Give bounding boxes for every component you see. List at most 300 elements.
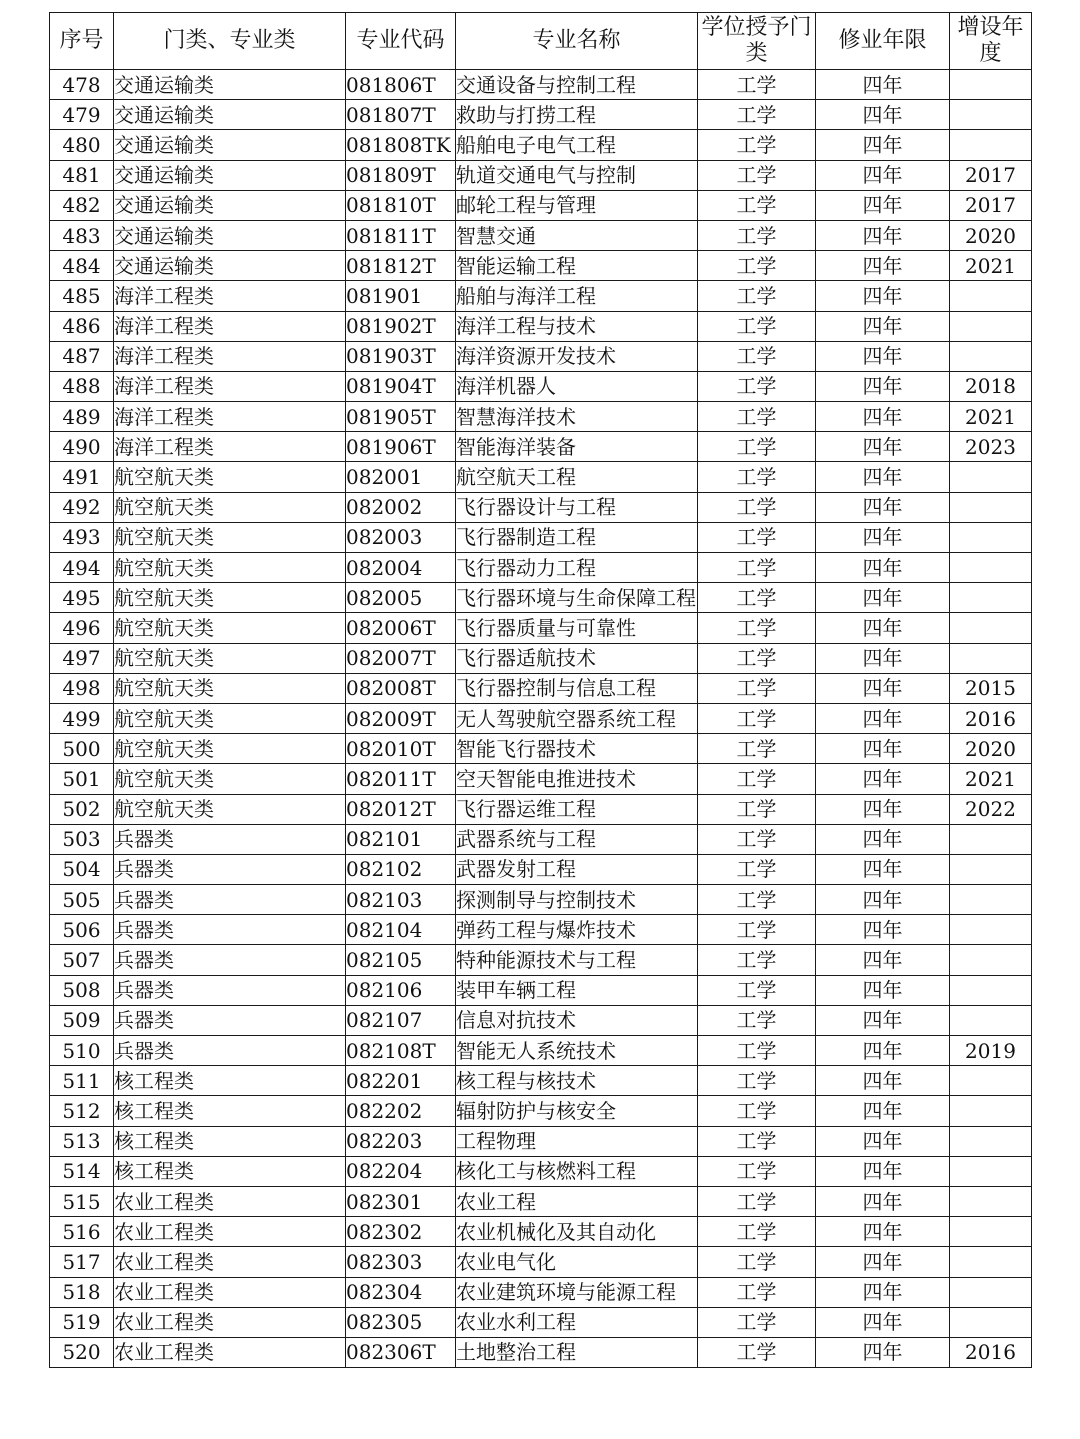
degree-cell: 工学 <box>698 1186 816 1216</box>
serial-no-cell: 515 <box>50 1186 114 1216</box>
header-degree-category: 学位授予门类 <box>698 13 816 70</box>
study-years-cell: 四年 <box>816 462 950 492</box>
header-major-name: 专业名称 <box>456 13 698 70</box>
added-year-cell <box>950 945 1032 975</box>
major-code-cell: 082305 <box>346 1307 456 1337</box>
study-years-cell: 四年 <box>816 703 950 733</box>
category-cell: 核工程类 <box>114 1156 346 1186</box>
degree-cell: 工学 <box>698 251 816 281</box>
study-years-cell: 四年 <box>816 885 950 915</box>
added-year-cell: 2017 <box>950 190 1032 220</box>
major-code-cell: 082103 <box>346 885 456 915</box>
serial-no-cell: 499 <box>50 703 114 733</box>
added-year-cell: 2021 <box>950 251 1032 281</box>
study-years-cell: 四年 <box>816 1337 950 1367</box>
degree-cell: 工学 <box>698 130 816 160</box>
added-year-cell: 2022 <box>950 794 1032 824</box>
serial-no-cell: 489 <box>50 402 114 432</box>
degree-cell: 工学 <box>698 281 816 311</box>
added-year-cell <box>950 1156 1032 1186</box>
degree-cell: 工学 <box>698 643 816 673</box>
major-name-cell: 飞行器设计与工程 <box>456 492 698 522</box>
major-code-cell: 081807T <box>346 100 456 130</box>
degree-cell: 工学 <box>698 1247 816 1277</box>
major-code-cell: 082304 <box>346 1277 456 1307</box>
study-years-cell: 四年 <box>816 432 950 462</box>
table-row <box>50 462 1032 492</box>
category-cell: 交通运输类 <box>114 160 346 190</box>
major-code-cell: 081904T <box>346 371 456 401</box>
category-cell: 航空航天类 <box>114 522 346 552</box>
header-category: 门类、专业类 <box>114 13 346 70</box>
degree-cell: 工学 <box>698 190 816 220</box>
study-years-cell: 四年 <box>816 1036 950 1066</box>
study-years-cell: 四年 <box>816 492 950 522</box>
serial-no-cell: 478 <box>50 70 114 100</box>
study-years-cell: 四年 <box>816 975 950 1005</box>
major-code-cell: 082012T <box>346 794 456 824</box>
table-row <box>50 311 1032 341</box>
major-code-cell: 082007T <box>346 643 456 673</box>
study-years-cell: 四年 <box>816 341 950 371</box>
degree-cell: 工学 <box>698 1036 816 1066</box>
serial-no-cell: 482 <box>50 190 114 220</box>
table-row <box>50 70 1032 100</box>
category-cell: 海洋工程类 <box>114 432 346 462</box>
degree-cell: 工学 <box>698 975 816 1005</box>
header-major-code: 专业代码 <box>346 13 456 70</box>
major-code-cell: 082006T <box>346 613 456 643</box>
study-years-cell: 四年 <box>816 281 950 311</box>
degree-cell: 工学 <box>698 492 816 522</box>
study-years-cell: 四年 <box>816 794 950 824</box>
major-code-cell: 081901 <box>346 281 456 311</box>
study-years-cell: 四年 <box>816 764 950 794</box>
study-years-cell: 四年 <box>816 1186 950 1216</box>
serial-no-cell: 493 <box>50 522 114 552</box>
major-name-cell: 核化工与核燃料工程 <box>456 1156 698 1186</box>
category-cell: 农业工程类 <box>114 1217 346 1247</box>
major-code-cell: 081902T <box>346 311 456 341</box>
serial-no-cell: 498 <box>50 673 114 703</box>
major-code-cell: 081905T <box>346 402 456 432</box>
major-code-cell: 082001 <box>346 462 456 492</box>
major-name-cell: 智能无人系统技术 <box>456 1036 698 1066</box>
serial-no-cell: 485 <box>50 281 114 311</box>
category-cell: 航空航天类 <box>114 673 346 703</box>
added-year-cell: 2018 <box>950 371 1032 401</box>
table-row <box>50 371 1032 401</box>
degree-cell: 工学 <box>698 341 816 371</box>
study-years-cell: 四年 <box>816 251 950 281</box>
serial-no-cell: 492 <box>50 492 114 522</box>
serial-no-cell: 490 <box>50 432 114 462</box>
category-cell: 交通运输类 <box>114 220 346 250</box>
table-row <box>50 1307 1032 1337</box>
table-row <box>50 281 1032 311</box>
major-name-cell: 辐射防护与核安全 <box>456 1096 698 1126</box>
added-year-cell <box>950 1307 1032 1337</box>
study-years-cell: 四年 <box>816 734 950 764</box>
study-years-cell: 四年 <box>816 160 950 190</box>
study-years-cell: 四年 <box>816 371 950 401</box>
added-year-cell <box>950 522 1032 552</box>
major-name-cell: 武器系统与工程 <box>456 824 698 854</box>
major-code-cell: 082011T <box>346 764 456 794</box>
study-years-cell: 四年 <box>816 402 950 432</box>
study-years-cell: 四年 <box>816 1277 950 1307</box>
added-year-cell: 2016 <box>950 703 1032 733</box>
added-year-cell <box>950 1217 1032 1247</box>
serial-no-cell: 479 <box>50 100 114 130</box>
major-name-cell: 核工程与核技术 <box>456 1066 698 1096</box>
major-code-cell: 082202 <box>346 1096 456 1126</box>
major-name-cell: 智慧交通 <box>456 220 698 250</box>
study-years-cell: 四年 <box>816 190 950 220</box>
major-name-cell: 邮轮工程与管理 <box>456 190 698 220</box>
major-code-cell: 082004 <box>346 553 456 583</box>
table-row <box>50 734 1032 764</box>
major-code-cell: 082008T <box>346 673 456 703</box>
table-row <box>50 824 1032 854</box>
category-cell: 核工程类 <box>114 1096 346 1126</box>
degree-cell: 工学 <box>698 1005 816 1035</box>
study-years-cell: 四年 <box>816 1307 950 1337</box>
serial-no-cell: 487 <box>50 341 114 371</box>
serial-no-cell: 507 <box>50 945 114 975</box>
major-code-cell: 082105 <box>346 945 456 975</box>
added-year-cell: 2015 <box>950 673 1032 703</box>
major-code-cell: 082002 <box>346 492 456 522</box>
category-cell: 农业工程类 <box>114 1247 346 1277</box>
category-cell: 航空航天类 <box>114 643 346 673</box>
major-code-cell: 082101 <box>346 824 456 854</box>
added-year-cell <box>950 1126 1032 1156</box>
category-cell: 农业工程类 <box>114 1307 346 1337</box>
serial-no-cell: 518 <box>50 1277 114 1307</box>
major-code-cell: 082303 <box>346 1247 456 1277</box>
serial-no-cell: 497 <box>50 643 114 673</box>
major-name-cell: 海洋机器人 <box>456 371 698 401</box>
major-name-cell: 农业水利工程 <box>456 1307 698 1337</box>
degree-cell: 工学 <box>698 854 816 884</box>
table-row <box>50 1217 1032 1247</box>
degree-cell: 工学 <box>698 915 816 945</box>
major-name-cell: 船舶与海洋工程 <box>456 281 698 311</box>
major-name-cell: 农业机械化及其自动化 <box>456 1217 698 1247</box>
table-row <box>50 251 1032 281</box>
header-row <box>50 13 1032 70</box>
table-row <box>50 1186 1032 1216</box>
study-years-cell: 四年 <box>816 824 950 854</box>
degree-cell: 工学 <box>698 824 816 854</box>
serial-no-cell: 500 <box>50 734 114 764</box>
category-cell: 航空航天类 <box>114 794 346 824</box>
category-cell: 兵器类 <box>114 854 346 884</box>
category-cell: 兵器类 <box>114 824 346 854</box>
major-code-cell: 082302 <box>346 1217 456 1247</box>
majors-table <box>49 12 1032 1368</box>
serial-no-cell: 505 <box>50 885 114 915</box>
serial-no-cell: 495 <box>50 583 114 613</box>
major-code-cell: 082306T <box>346 1337 456 1367</box>
study-years-cell: 四年 <box>816 1217 950 1247</box>
major-name-cell: 探测制导与控制技术 <box>456 885 698 915</box>
added-year-cell <box>950 462 1032 492</box>
category-cell: 兵器类 <box>114 945 346 975</box>
major-name-cell: 海洋工程与技术 <box>456 311 698 341</box>
major-name-cell: 飞行器质量与可靠性 <box>456 613 698 643</box>
major-name-cell: 船舶电子电气工程 <box>456 130 698 160</box>
added-year-cell <box>950 492 1032 522</box>
serial-no-cell: 483 <box>50 220 114 250</box>
table-row <box>50 673 1032 703</box>
table-row <box>50 553 1032 583</box>
table-row <box>50 975 1032 1005</box>
study-years-cell: 四年 <box>816 673 950 703</box>
major-name-cell: 武器发射工程 <box>456 854 698 884</box>
major-code-cell: 082104 <box>346 915 456 945</box>
major-name-cell: 飞行器适航技术 <box>456 643 698 673</box>
serial-no-cell: 503 <box>50 824 114 854</box>
category-cell: 兵器类 <box>114 1005 346 1035</box>
added-year-cell: 2019 <box>950 1036 1032 1066</box>
degree-cell: 工学 <box>698 553 816 583</box>
category-cell: 兵器类 <box>114 885 346 915</box>
study-years-cell: 四年 <box>816 854 950 884</box>
major-code-cell: 081903T <box>346 341 456 371</box>
added-year-cell: 2020 <box>950 734 1032 764</box>
degree-cell: 工学 <box>698 371 816 401</box>
degree-cell: 工学 <box>698 1217 816 1247</box>
degree-cell: 工学 <box>698 1156 816 1186</box>
table-row <box>50 1337 1032 1367</box>
table-row <box>50 522 1032 552</box>
degree-cell: 工学 <box>698 402 816 432</box>
category-cell: 航空航天类 <box>114 613 346 643</box>
major-code-cell: 082106 <box>346 975 456 1005</box>
added-year-cell <box>950 643 1032 673</box>
header-serial-no: 序号 <box>50 13 114 70</box>
major-name-cell: 海洋资源开发技术 <box>456 341 698 371</box>
added-year-cell <box>950 130 1032 160</box>
table-row <box>50 1247 1032 1277</box>
added-year-cell <box>950 1096 1032 1126</box>
study-years-cell: 四年 <box>816 915 950 945</box>
added-year-cell <box>950 975 1032 1005</box>
serial-no-cell: 501 <box>50 764 114 794</box>
major-code-cell: 082201 <box>346 1066 456 1096</box>
table-row <box>50 794 1032 824</box>
table-body <box>50 70 1032 1368</box>
table-row <box>50 885 1032 915</box>
table-header <box>50 13 1032 70</box>
major-code-cell: 082009T <box>346 703 456 733</box>
header-study-years: 修业年限 <box>816 13 950 70</box>
major-code-cell: 081808TK <box>346 130 456 160</box>
added-year-cell <box>950 1186 1032 1216</box>
major-code-cell: 081812T <box>346 251 456 281</box>
added-year-cell <box>950 1005 1032 1035</box>
study-years-cell: 四年 <box>816 945 950 975</box>
category-cell: 航空航天类 <box>114 462 346 492</box>
major-code-cell: 082003 <box>346 522 456 552</box>
serial-no-cell: 488 <box>50 371 114 401</box>
serial-no-cell: 510 <box>50 1036 114 1066</box>
major-name-cell: 智能运输工程 <box>456 251 698 281</box>
added-year-cell <box>950 1066 1032 1096</box>
added-year-cell <box>950 281 1032 311</box>
major-name-cell: 智能海洋装备 <box>456 432 698 462</box>
category-cell: 航空航天类 <box>114 764 346 794</box>
study-years-cell: 四年 <box>816 613 950 643</box>
serial-no-cell: 519 <box>50 1307 114 1337</box>
category-cell: 海洋工程类 <box>114 341 346 371</box>
category-cell: 交通运输类 <box>114 100 346 130</box>
serial-no-cell: 513 <box>50 1126 114 1156</box>
added-year-cell: 2016 <box>950 1337 1032 1367</box>
major-name-cell: 飞行器制造工程 <box>456 522 698 552</box>
table-row <box>50 1066 1032 1096</box>
major-code-cell: 082108T <box>346 1036 456 1066</box>
serial-no-cell: 494 <box>50 553 114 583</box>
major-code-cell: 082301 <box>346 1186 456 1216</box>
category-cell: 海洋工程类 <box>114 371 346 401</box>
major-name-cell: 飞行器环境与生命保障工程 <box>456 583 698 613</box>
table-row <box>50 190 1032 220</box>
major-code-cell: 082204 <box>346 1156 456 1186</box>
table-row <box>50 613 1032 643</box>
study-years-cell: 四年 <box>816 100 950 130</box>
major-name-cell: 飞行器动力工程 <box>456 553 698 583</box>
major-name-cell: 航空航天工程 <box>456 462 698 492</box>
table-row <box>50 1156 1032 1186</box>
table-row <box>50 643 1032 673</box>
category-cell: 海洋工程类 <box>114 402 346 432</box>
table-row <box>50 1126 1032 1156</box>
added-year-cell: 2020 <box>950 220 1032 250</box>
study-years-cell: 四年 <box>816 130 950 160</box>
major-name-cell: 飞行器运维工程 <box>456 794 698 824</box>
added-year-cell <box>950 1277 1032 1307</box>
degree-cell: 工学 <box>698 764 816 794</box>
serial-no-cell: 502 <box>50 794 114 824</box>
major-name-cell: 弹药工程与爆炸技术 <box>456 915 698 945</box>
major-name-cell: 智慧海洋技术 <box>456 402 698 432</box>
serial-no-cell: 514 <box>50 1156 114 1186</box>
serial-no-cell: 480 <box>50 130 114 160</box>
serial-no-cell: 520 <box>50 1337 114 1367</box>
major-name-cell: 土地整治工程 <box>456 1337 698 1367</box>
serial-no-cell: 517 <box>50 1247 114 1277</box>
major-name-cell: 农业建筑环境与能源工程 <box>456 1277 698 1307</box>
category-cell: 交通运输类 <box>114 190 346 220</box>
major-name-cell: 无人驾驶航空器系统工程 <box>456 703 698 733</box>
degree-cell: 工学 <box>698 794 816 824</box>
serial-no-cell: 496 <box>50 613 114 643</box>
table-row <box>50 432 1032 462</box>
degree-cell: 工学 <box>698 100 816 130</box>
degree-cell: 工学 <box>698 1337 816 1367</box>
study-years-cell: 四年 <box>816 1005 950 1035</box>
category-cell: 航空航天类 <box>114 734 346 764</box>
degree-cell: 工学 <box>698 583 816 613</box>
major-name-cell: 工程物理 <box>456 1126 698 1156</box>
category-cell: 交通运输类 <box>114 70 346 100</box>
table-row <box>50 220 1032 250</box>
major-name-cell: 农业电气化 <box>456 1247 698 1277</box>
serial-no-cell: 491 <box>50 462 114 492</box>
added-year-cell <box>950 341 1032 371</box>
degree-cell: 工学 <box>698 432 816 462</box>
major-name-cell: 飞行器控制与信息工程 <box>456 673 698 703</box>
study-years-cell: 四年 <box>816 1126 950 1156</box>
added-year-cell <box>950 854 1032 884</box>
serial-no-cell: 509 <box>50 1005 114 1035</box>
serial-no-cell: 506 <box>50 915 114 945</box>
major-name-cell: 农业工程 <box>456 1186 698 1216</box>
category-cell: 海洋工程类 <box>114 281 346 311</box>
added-year-cell <box>950 100 1032 130</box>
category-cell: 核工程类 <box>114 1066 346 1096</box>
table-row <box>50 764 1032 794</box>
major-code-cell: 081810T <box>346 190 456 220</box>
study-years-cell: 四年 <box>816 70 950 100</box>
degree-cell: 工学 <box>698 703 816 733</box>
study-years-cell: 四年 <box>816 1247 950 1277</box>
table-row <box>50 583 1032 613</box>
category-cell: 核工程类 <box>114 1126 346 1156</box>
category-cell: 航空航天类 <box>114 492 346 522</box>
major-code-cell: 082203 <box>346 1126 456 1156</box>
table-row <box>50 854 1032 884</box>
degree-cell: 工学 <box>698 885 816 915</box>
table-row <box>50 341 1032 371</box>
major-name-cell: 特种能源技术与工程 <box>456 945 698 975</box>
category-cell: 航空航天类 <box>114 583 346 613</box>
header-added-year: 增设年度 <box>950 13 1032 70</box>
study-years-cell: 四年 <box>816 583 950 613</box>
degree-cell: 工学 <box>698 1096 816 1126</box>
major-code-cell: 082010T <box>346 734 456 764</box>
serial-no-cell: 486 <box>50 311 114 341</box>
study-years-cell: 四年 <box>816 553 950 583</box>
added-year-cell <box>950 613 1032 643</box>
degree-cell: 工学 <box>698 613 816 643</box>
study-years-cell: 四年 <box>816 220 950 250</box>
table-row <box>50 1277 1032 1307</box>
added-year-cell: 2021 <box>950 402 1032 432</box>
degree-cell: 工学 <box>698 673 816 703</box>
major-name-cell: 智能飞行器技术 <box>456 734 698 764</box>
category-cell: 航空航天类 <box>114 553 346 583</box>
table-row <box>50 100 1032 130</box>
category-cell: 兵器类 <box>114 915 346 945</box>
degree-cell: 工学 <box>698 945 816 975</box>
degree-cell: 工学 <box>698 1307 816 1337</box>
added-year-cell <box>950 885 1032 915</box>
serial-no-cell: 481 <box>50 160 114 190</box>
added-year-cell <box>950 1247 1032 1277</box>
degree-cell: 工学 <box>698 1126 816 1156</box>
serial-no-cell: 512 <box>50 1096 114 1126</box>
major-name-cell: 信息对抗技术 <box>456 1005 698 1035</box>
major-code-cell: 081906T <box>346 432 456 462</box>
study-years-cell: 四年 <box>816 522 950 552</box>
degree-cell: 工学 <box>698 734 816 764</box>
added-year-cell <box>950 583 1032 613</box>
added-year-cell <box>950 311 1032 341</box>
